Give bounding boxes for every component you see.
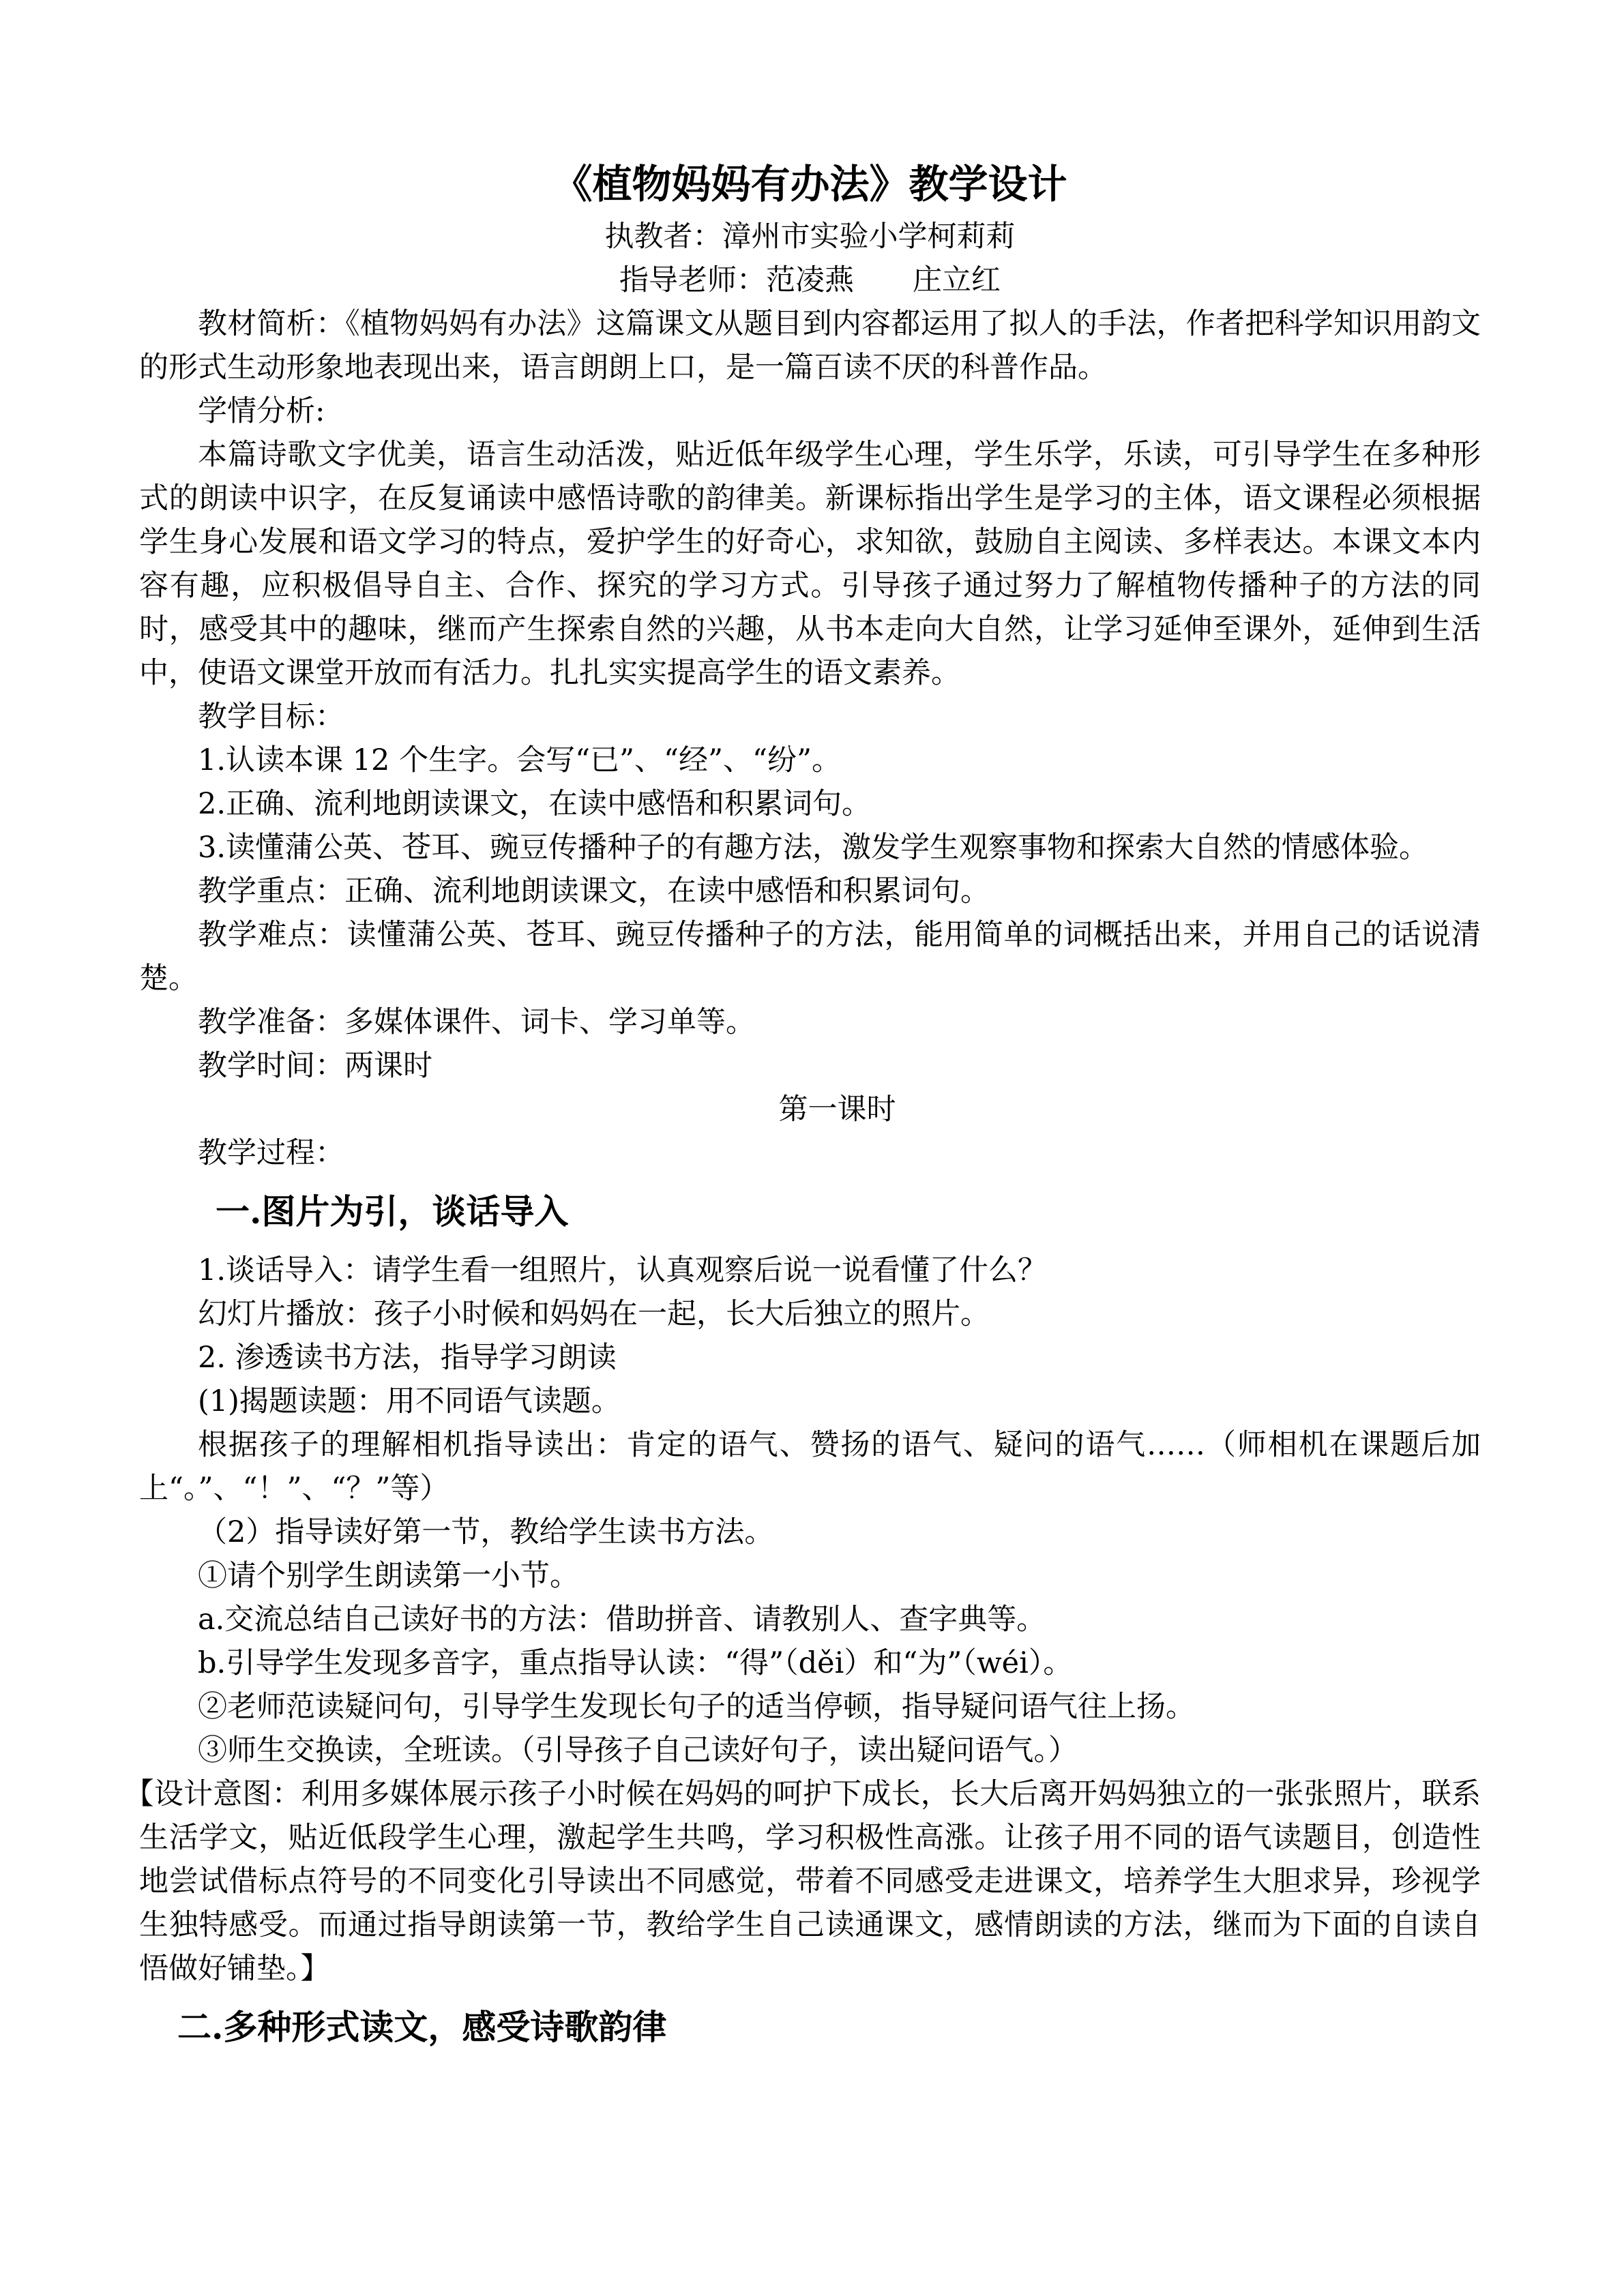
section1-line: 幻灯片播放：孩子小时候和妈妈在一起，长大后独立的照片。: [198, 1297, 990, 1331]
goal-item: 2.正确、流利地朗读课文，在读中感悟和积累词句。: [198, 787, 872, 821]
section1-line: ①请个别学生朗读第一小节。: [198, 1559, 579, 1593]
section1-line: （2）指导读好第一节，教给学生读书方法。: [198, 1515, 774, 1549]
section1-line: ②老师范读疑问句，引导学生发现长句子的适当停顿，指导疑问语气往上扬。: [198, 1690, 1195, 1724]
advisor-line: 指导老师：范凌燕 庄立红: [619, 263, 1001, 297]
section1-line: 1.谈话导入：请学生看一组照片，认真观察后说一说看懂了什么？: [198, 1253, 1048, 1287]
preparation: 教学准备：多媒体课件、词卡、学习单等。: [198, 1005, 755, 1039]
lesson-heading: 第一课时: [778, 1092, 896, 1127]
teaching-time: 教学时间：两课时: [198, 1049, 432, 1083]
section1-line: 2. 渗透读书方法，指导学习朗读: [198, 1341, 617, 1375]
section1-line: a.交流总结自己读好书的方法：借助拼音、请教别人、查字典等。: [198, 1602, 1046, 1637]
process-label: 教学过程：: [198, 1136, 344, 1170]
section-heading-2: 二.多种形式读文，感受诗歌韵律: [177, 2007, 667, 2047]
section1-paragraph: 根据孩子的理解相机指导读出：肯定的语气、赞扬的语气、疑问的语气……（师相机在课题后加上“。”、“！”、“？”等）: [139, 1428, 1481, 1506]
section-heading-1: 一.图片为引，谈话导入: [216, 1191, 569, 1232]
section1-line: (1)揭题读题：用不同语气读题。: [198, 1384, 621, 1418]
intro-paragraph: 教材简析：《植物妈妈有办法》这篇课文从题目到内容都运用了拟人的手法，作者把科学知识用韵文的形式生动形象地表现出来，语言朗朗上口，是一篇百读不厌的科普作品。: [139, 307, 1481, 385]
document-title: 《植物妈妈有办法》教学设计: [552, 161, 1067, 207]
goal-item: 1.认读本课 12 个生字。会写“已”、“经”、“纷”。: [198, 743, 841, 777]
key-point: 教学重点：正确、流利地朗读课文，在读中感悟和积累词句。: [198, 874, 990, 908]
design-intent-note: 【设计意图：利用多媒体展示孩子小时候在妈妈的呵护下成长，长大后离开妈妈独立的一张张照片，联系生活学文，贴近低段学生心理，激起学生共鸣，学习积极性高涨。让孩子用不同的语气读题目，创造性地尝试借标点符号的不同变化引导读出不同感觉，带着不同感受走进课文，培养学生大胆求异，珍视学生独特感受。而通过指导朗读第一节，教给学生自己读通课文，感情朗读的方法，继而为下面的自读自悟做好铺垫。】: [124, 1777, 1481, 1986]
teacher-line: 执教者：漳州市实验小学柯莉莉: [604, 220, 1016, 254]
difficulty: 教学难点：读懂蒲公英、苍耳、豌豆传播种子的方法，能用简单的词概括出来，并用自己的话说清楚。: [139, 918, 1481, 996]
analysis-paragraph: 本篇诗歌文字优美，语言生动活泼，贴近低年级学生心理，学生乐学，乐读，可引导学生在多种形式的朗读中识字，在反复诵读中感悟诗歌的韵律美。新课标指出学生是学习的主体，语文课程必须根据学生身心发展和语文学习的特点，爱护学生的好奇心，求知欲，鼓励自主阅读、多样表达。本课文本内容有趣，应积极倡导自主、合作、探究的学习方式。引导孩子通过努力了解植物传播种子的方法的同时，感受其中的趣味，继而产生探索自然的兴趣，从书本走向大自然，让学习延伸至课外，延伸到生活中，使语文课堂开放而有活力。扎扎实实提高学生的语文素养。: [139, 438, 1481, 690]
goal-item: 3.读懂蒲公英、苍耳、豌豆传播种子的有趣方法，激发学生观察事物和探索大自然的情感体验。: [198, 831, 1429, 865]
analysis-label: 学情分析:: [198, 394, 325, 428]
section1-line: b.引导学生发现多音字，重点指导认读：“得”（děi）和“为”（wéi）。: [198, 1646, 1073, 1680]
goals-label: 教学目标：: [198, 700, 344, 734]
section1-line: ③师生交换读，全班读。（引导孩子自己读好句子，读出疑问语气。）: [198, 1733, 1078, 1768]
